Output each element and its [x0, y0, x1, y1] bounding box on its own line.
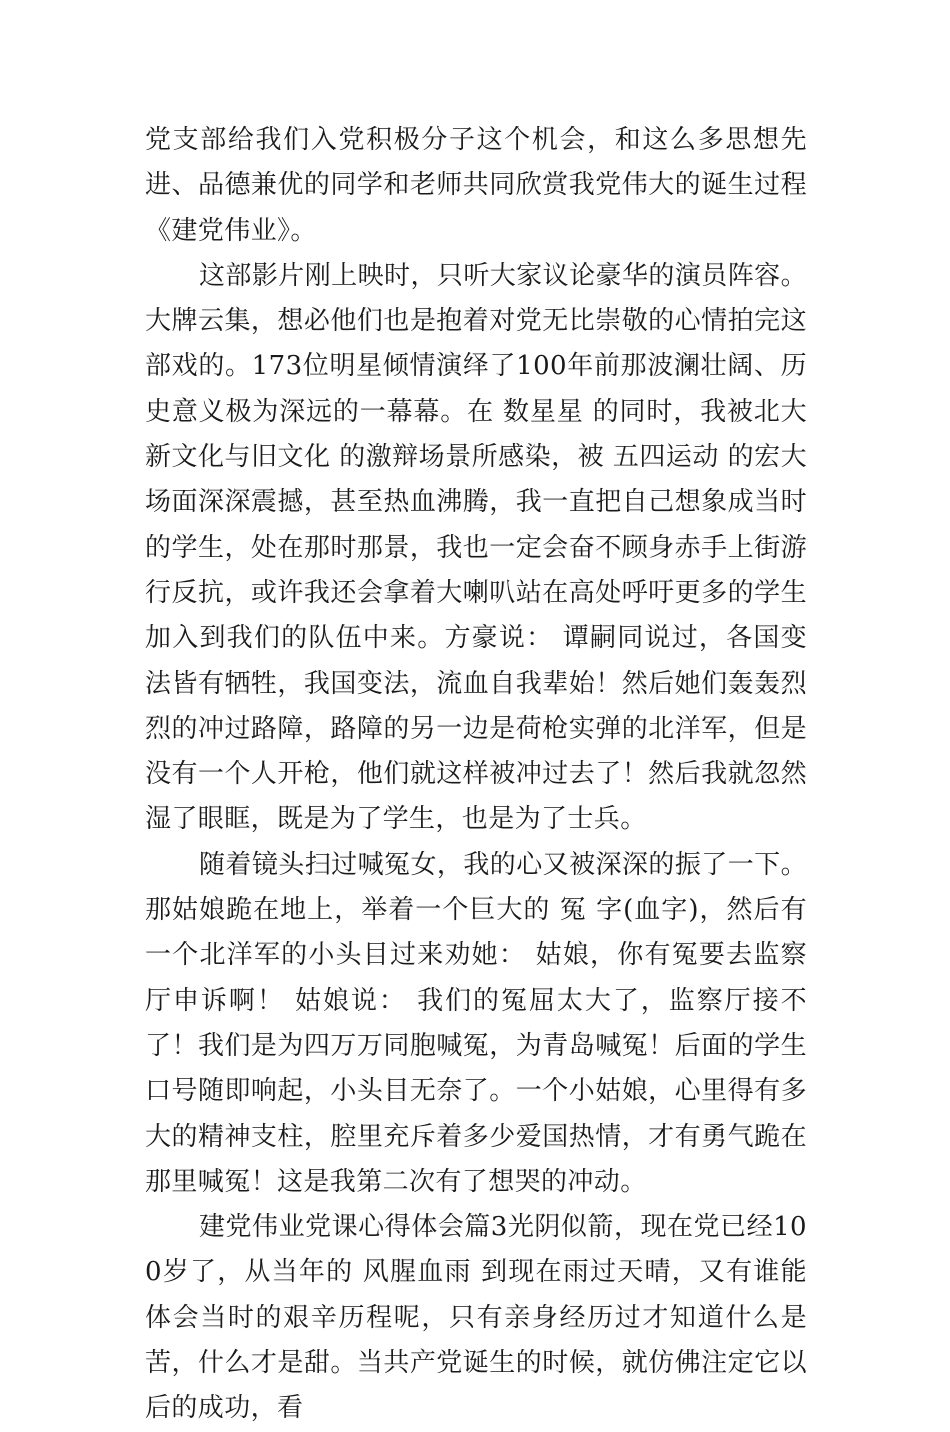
paragraph: 建党伟业党课心得体会篇3光阴似箭，现在党已经100岁了，从当年的 风腥血雨 到现在雨过天晴，又有谁能体会当时的艰辛历程呢，只有亲身经历过才知道什么是苦，什么才是甜。当共产党诞生的时候，就仿佛注定它以后的成功，看: [145, 1212, 807, 1424]
document-page: [145, 118, 807, 1432]
paragraph: 随着镜头扫过喊冤女，我的心又被深深的振了一下。那姑娘跪在地上，举着一个巨大的 冤 字(血字)，然后有一个北洋军的小头目过来劝她： 姑娘，你有冤要去监察厅申诉啊！ 姑娘说： 我们的冤屈太大了，监察厅接不了！我们是为四万万同胞喊冤，为青岛喊冤！后面的学生口号随即响起，小头目无奈了。一个小姑娘，心里得有多大的精神支柱，腔里充斥着多少爱国热情，才有勇气跪在那里喊冤！这是我第二次有了想哭的冲动。: [145, 849, 807, 1197]
paragraph: 这部影片刚上映时，只听大家议论豪华的演员阵容。大牌云集，想必他们也是抱着对党无比崇敬的心情拍完这部戏的。173位明星倾情演绎了100年前那波澜壮阔、历史意义极为深远的一幕幕。在 数星星 的同时，我被北大 新文化与旧文化 的激辩场景所感染，被 五四运动 的宏大场面深深震撼，甚至热血沸腾，我一直把自己想象成当时的学生，处在那时那景，我也一定会奋不顾身赤手上街游行反抗，或许我还会拿着大喇叭站在高处呼吁更多的学生加入到我们的队伍中来。方豪说： 谭嗣同说过，各国变法皆有牺牲，我国变法，流血自我辈始！然后她们轰轰烈烈的冲过路障，路障的另一边是荷枪实弹的北洋军，但是没有一个人开枪，他们就这样被冲过去了！然后我就忽然湿了眼眶，既是为了学生，也是为了士兵。: [145, 260, 807, 835]
paragraph: 党支部给我们入党积极分子这个机会，和这么多思想先进、品德兼优的同学和老师共同欣赏我党伟大的诞生过程 《建党伟业》。: [145, 125, 807, 246]
